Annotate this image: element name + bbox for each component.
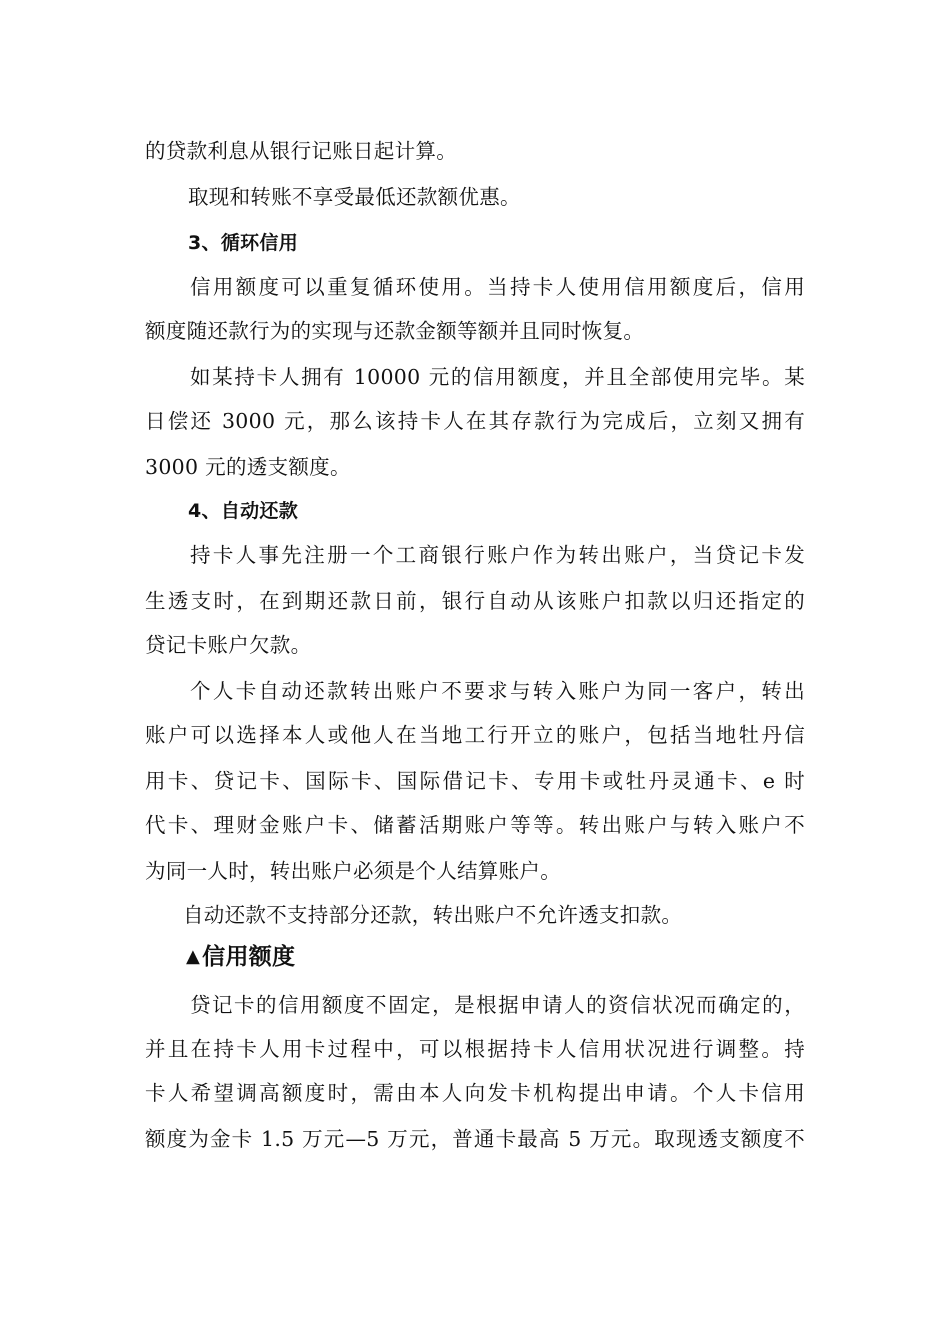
paragraph-line: 的贷款利息从银行记账日起计算。	[145, 139, 457, 163]
heading-text: 信用额度	[202, 944, 296, 970]
paragraph-line: 额度为金卡 1.5 万元—5 万元，普通卡最高 5 万元。取现透支额度不	[145, 1127, 805, 1151]
paragraph-line: 贷记卡的信用额度不固定，是根据申请人的资信状况而确定的，	[190, 993, 805, 1017]
paragraph-line: 信用额度可以重复循环使用。当持卡人使用信用额度后，信用	[190, 275, 805, 299]
paragraph-line: 卡人希望调高额度时，需由本人向发卡机构提出申请。个人卡信用	[145, 1081, 805, 1105]
paragraph-line: 贷记卡账户欠款。	[145, 633, 312, 657]
paragraph-line: 用卡、贷记卡、国际卡、国际借记卡、专用卡或牡丹灵通卡、e 时	[145, 769, 805, 793]
paragraph-line: 代卡、理财金账户卡、储蓄活期账户等等。转出账户与转入账户不	[145, 813, 805, 837]
section-heading-credit-limit	[186, 942, 851, 972]
section-heading-4: 4、自动还款	[188, 500, 299, 522]
section-heading-3: 3、循环信用	[188, 232, 299, 254]
paragraph-line: 为同一人时，转出账户必须是个人结算账户。	[145, 859, 561, 883]
paragraph-line: 如某持卡人拥有 10000 元的信用额度，并且全部使用完毕。某	[190, 365, 805, 389]
paragraph-line: 3000 元的透支额度。	[145, 455, 351, 479]
paragraph-line: 个人卡自动还款转出账户不要求与转入账户为同一客户，转出	[190, 679, 805, 703]
paragraph-line: 生透支时，在到期还款日前，银行自动从该账户扣款以归还指定的	[145, 589, 805, 613]
paragraph-line: 日偿还 3000 元，那么该持卡人在其存款行为完成后，立刻又拥有	[145, 409, 805, 433]
triangle-marker-icon: ▲	[186, 946, 201, 967]
paragraph-line: 取现和转账不享受最低还款额优惠。	[188, 185, 521, 209]
paragraph-line: 自动还款不支持部分还款，转出账户不允许透支扣款。	[183, 903, 683, 927]
paragraph-line: 账户可以选择本人或他人在当地工行开立的账户，包括当地牡丹信	[145, 723, 805, 747]
paragraph-line: 持卡人事先注册一个工商银行账户作为转出账户，当贷记卡发	[190, 543, 805, 567]
paragraph-line: 额度随还款行为的实现与还款金额等额并且同时恢复。	[145, 319, 645, 343]
paragraph-line: 并且在持卡人用卡过程中，可以根据持卡人信用状况进行调整。持	[145, 1037, 805, 1061]
